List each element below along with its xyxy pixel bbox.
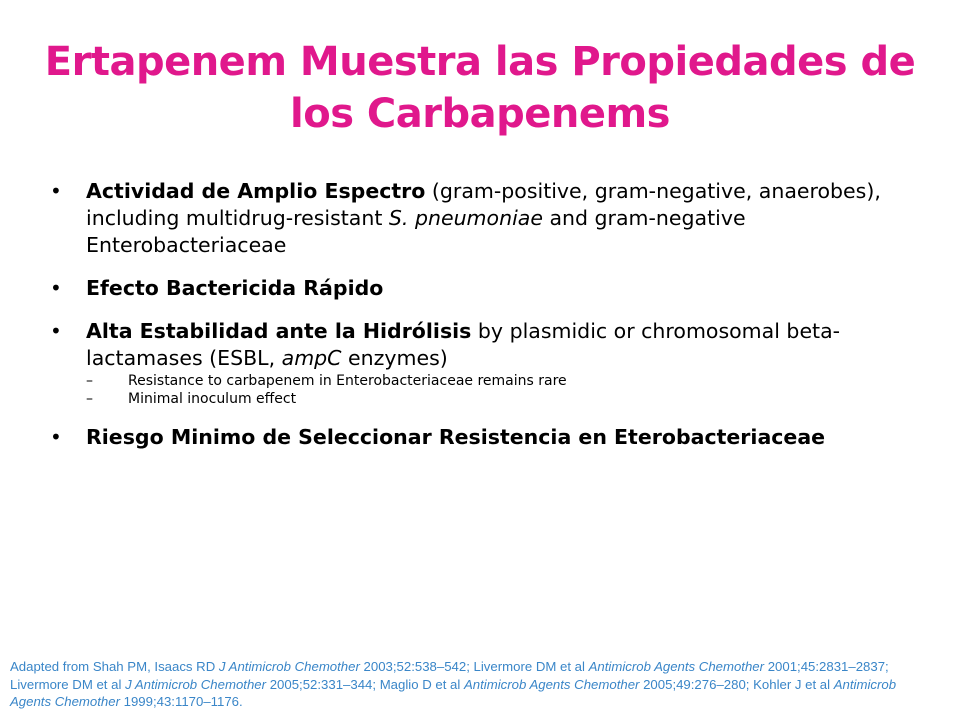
- sub-bullet-list: [86, 372, 928, 408]
- dash-icon: –: [86, 373, 93, 389]
- bullet-bold: Riesgo Minimo de Seleccionar Resistencia en Eterobacteriaceae: [86, 425, 826, 449]
- ref-journal: J Antimicrob Chemother: [125, 676, 267, 692]
- bullet-dot-icon: •: [50, 319, 62, 343]
- bullet-item: [48, 424, 928, 451]
- bullet-italic: ampC: [281, 346, 342, 370]
- ref-journal: Antimicrob Agents Chemother: [464, 676, 640, 692]
- title-line-1: Ertapenem Muestra las Propiedades de: [44, 39, 916, 85]
- bullet-text: (gram-positive, gram-negative, anaerobes), including multidrug-resistant: [86, 179, 881, 230]
- bullet-text: enzymes): [341, 346, 448, 370]
- bullet-dot-icon: •: [50, 425, 62, 449]
- ref-journal: Antimicrob Agents Chemother: [10, 676, 897, 709]
- bullet-item: [48, 275, 928, 302]
- ref-text: 2001;45:2831–2837; Livermore DM et al: [10, 659, 889, 692]
- bullet-item: [48, 318, 928, 372]
- bullet-italic: S. pneumoniae: [388, 206, 543, 230]
- ref-text: 2005;49:276–280; Kohler J et al: [639, 676, 834, 692]
- bullet-text: and gram-negative Enterobacteriaceae: [86, 206, 746, 257]
- ref-journal: J Antimicrob Chemother: [218, 659, 360, 674]
- title-line-2: los Carbapenems: [290, 91, 670, 137]
- sub-bullet-text: Resistance to carbapenem in Enterobacteriaceae remains rare: [128, 373, 567, 389]
- sub-bullet-item: [86, 390, 928, 408]
- sub-bullet-text: Minimal inoculum effect: [128, 391, 297, 407]
- bullet-item: [48, 178, 928, 259]
- ref-text: Adapted from Shah PM, Isaacs RD: [10, 659, 219, 674]
- ref-journal: Antimicrob Agents Chemother: [588, 659, 765, 674]
- references: [10, 658, 940, 711]
- bullet-dot-icon: •: [50, 179, 62, 203]
- bullet-bold: Alta Estabilidad ante la Hidrólisis: [86, 319, 472, 343]
- slide-title: [20, 36, 940, 140]
- bullet-text: by plasmidic or chromosomal beta-lactamases (ESBL,: [86, 319, 841, 370]
- bullet-dot-icon: •: [50, 276, 62, 300]
- ref-text: 2003;52:538–542; Livermore DM et al: [359, 659, 589, 674]
- bullet-list: [48, 178, 928, 451]
- sub-bullet-item: [86, 372, 928, 390]
- bullet-bold: Actividad de Amplio Espectro: [86, 179, 426, 203]
- bullet-bold: Efecto Bactericida Rápido: [86, 276, 384, 300]
- dash-icon: –: [86, 391, 93, 407]
- ref-text: 2005;52:331–344; Maglio D et al: [266, 676, 464, 692]
- ref-text: 1999;43:1170–1176.: [119, 694, 243, 709]
